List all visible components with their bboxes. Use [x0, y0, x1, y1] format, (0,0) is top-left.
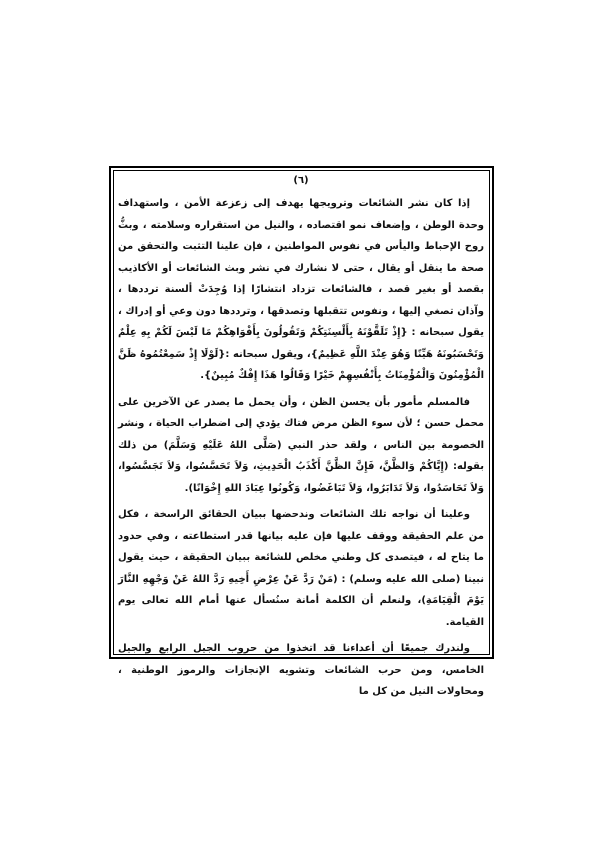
- paragraph-good-opinion: فالمسلم مأمور بأن يحسن الظن ، وأن يحمل ما يصدر عن الآخرين على محمل حسن ؛ لأن سوء الظن مرض فتاك يؤدي إلى اضطراب الحياة ، ونشر الخصومة بين الناس ، ولقد حذر النبي (صَلَّى اللهُ عَلَيْهِ وَسَلَّمَ) من ذلك بقوله: (إِيَّاكُمْ وَالظَّنَّ، فَإِنَّ الظَّنَّ أَكْذَبُ الْحَدِيثِ، وَلاَ تَحَسَّسُوا، وَلاَ تَجَسَّسُوا، وَلاَ تَحَاسَدُوا، وَلاَ تَدَابَرُوا، وَلاَ تَبَاغَضُوا، وَكُونُوا عِبَادَ اللهِ إِخْوَانًا).: [118, 396, 484, 494]
- document-body: [118, 174, 484, 697]
- paragraph-enemies-warfare: ولندرك جميعًا أن أعداءنا قد اتخذوا من حروب الجيل الرابع والجيل الخامس، ومن حرب الشائعات وتشويه الإنجازات والرموز الوطنية ، ومحاولات النيل من كل ما: [118, 643, 484, 697]
- page-number: (٦): [293, 175, 309, 186]
- paragraph-confront-rumors: وعلينا أن نواجه تلك الشائعات وندحضها ببيان الحقائق الراسخة ، فكل من علم الحقيقة ووقف عليها فإن عليه بيانها قدر استطاعته ، وفي حدود ما يتاح له ، فيتصدى كل وطني مخلص للشائعة ببيان الحقيقة ، حيث يقول نبينا (صلى الله عليه وسلم) : (مَنْ رَدَّ عَنْ عِرْضِ أَخِيهِ رَدَّ اللهُ عَنْ وَجْهِهِ النَّارَ يَوْمَ الْقِيَامَةِ)، ولنعلم أن الكلمة أمانة سنُسأل عنها أمام الله تعالى يوم القيامة.: [118, 509, 484, 628]
- paragraph-rumors-threat: إذا كان نشر الشائعات وترويجها يهدف إلى زعزعة الأمن ، واستهداف وحدة الوطن ، وإضعاف نمو اقتصاده ، والنيل من استقراره وسلامته ، وبثُّ روح الإحباط واليأس في نفوس المواطنين ، فإن علينا التثبت والتحقق من صحة ما ينقل أو يقال ، حتى لا نشارك في نشر وبث الشائعات أو الأكاذيب بقصد أو بغير قصد ، فالشائعات تزداد انتشارًا إذا وُجِدَتْ ألسنة ترددها ، وآذان تصغي إليها ، ونفوس تتقبلها وتصدقها ، وترددها دون وعي أو إدراك ، يقول سبحانه : {إِذْ تَلَقَّوْنَهُ بِأَلْسِنَتِكُمْ وَتَقُولُونَ بِأَفْوَاهِكُمْ مَا لَيْسَ لَكُمْ بِهِ عِلْمٌ وَتَحْسَبُونَهُ هَيِّنًا وَهُوَ عِنْدَ اللَّهِ عَظِيمٌ}، ويقول سبحانه :{لَوْلَا إِذْ سَمِعْتُمُوهُ ظَنَّ الْمُؤْمِنُونَ وَالْمُؤْمِنَاتُ بِأَنْفُسِهِمْ خَيْرًا وَقَالُوا هَذَا إِفْكٌ مُبِينٌ}.: [118, 198, 484, 381]
